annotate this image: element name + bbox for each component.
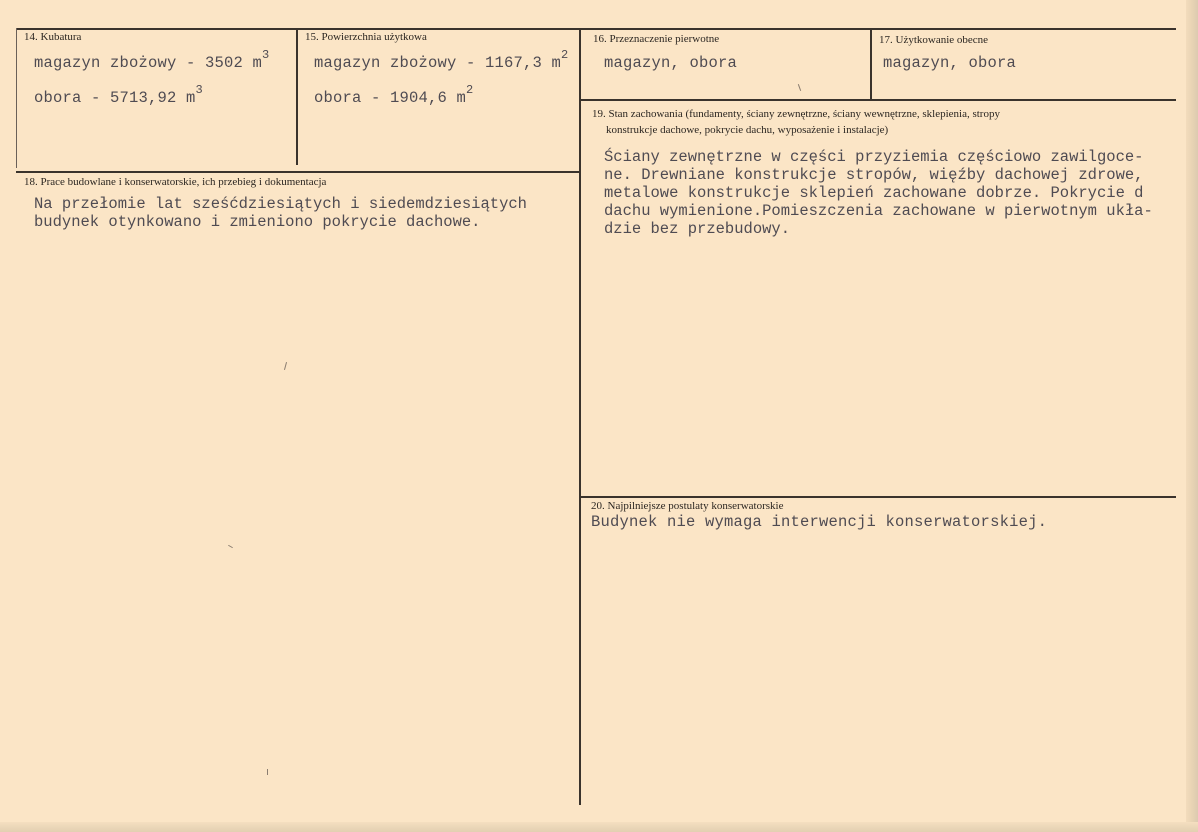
field-15-line-2 [314, 83, 474, 108]
field-15-line-1 [314, 48, 569, 73]
top-border [16, 28, 1176, 30]
field-20-label: 20. Najpilniejsze postulaty konserwatorskie [591, 500, 784, 512]
divider-above-18 [16, 171, 580, 173]
field-15-line-1-text: magazyn zbożowy - 1167,3 m [314, 54, 562, 73]
stray-mark [284, 362, 287, 370]
field-19-text-line: dzie bez przebudowy. [604, 220, 791, 238]
field-14-line-1-exponent: 3 [262, 48, 270, 62]
field-19-text-line: dachu wymienione.Pomieszczenia zachowane w pierwotnym ukła- [604, 202, 1153, 220]
field-19-label-line-2: konstrukcje dachowe, pokrycie dachu, wyposażenie i instalacje) [606, 124, 889, 136]
field-15-line-1-exponent: 2 [561, 48, 569, 62]
divider-above-20 [580, 496, 1176, 498]
field-18-text-line: Na przełomie lat sześćdziesiątych i siedemdziesiątych [34, 195, 527, 213]
field-19-text-line: ne. Drewniane konstrukcje stropów, więźby dachowej zdrowe, [604, 166, 1144, 184]
field-18-text [34, 195, 527, 231]
card-bottom-edge [0, 822, 1198, 832]
field-19-text-line: metalowe konstrukcje sklepień zachowane dobrze. Pokrycie d [604, 184, 1144, 202]
field-16-label: 16. Przeznaczenie pierwotne [593, 33, 720, 45]
field-19-text [604, 148, 1153, 238]
field-17-label: 17. Użytkowanie obecne [879, 34, 989, 46]
field-15-line-2-exponent: 2 [466, 83, 474, 97]
field-19-label [592, 106, 1172, 138]
stray-mark [798, 84, 801, 91]
field-14-line-1 [34, 48, 270, 73]
field-16-value: magazyn, obora [604, 54, 738, 72]
field-19-label-line-1: 19. Stan zachowania (fundamenty, ściany zewnętrzne, ściany wewnętrzne, sklepienia, stropy [592, 108, 1000, 120]
stray-mark [267, 769, 268, 775]
field-15-line-2-text: obora - 1904,6 m [314, 89, 467, 108]
field-19-text-line: Ściany zewnętrzne w części przyziemia częściowo zawilgoce- [604, 148, 1144, 166]
field-14-line-2-exponent: 3 [195, 83, 203, 97]
card-right-edge [1186, 0, 1198, 832]
field-14-line-2 [34, 83, 203, 108]
left-border [16, 28, 17, 168]
stray-mark [228, 545, 233, 548]
divider-16-17 [870, 29, 872, 99]
field-15-label: 15. Powierzchnia użytkowa [305, 31, 427, 43]
divider-under-16-17 [580, 99, 1176, 101]
field-20-value: Budynek nie wymaga interwencji konserwatorskiej. [591, 513, 1048, 531]
field-18-text-line: budynek otynkowano i zmieniono pokrycie dachowe. [34, 213, 481, 231]
field-17-value: magazyn, obora [883, 54, 1017, 72]
field-14-line-2-text: obora - 5713,92 m [34, 89, 196, 108]
field-14-label: 14. Kubatura [24, 31, 82, 43]
divider-main-vertical [579, 29, 581, 805]
field-14-line-1-text: magazyn zbożowy - 3502 m [34, 54, 263, 73]
divider-14-15 [296, 29, 298, 165]
field-18-label: 18. Prace budowlane i konserwatorskie, ich przebieg i dokumentacja [24, 176, 327, 188]
